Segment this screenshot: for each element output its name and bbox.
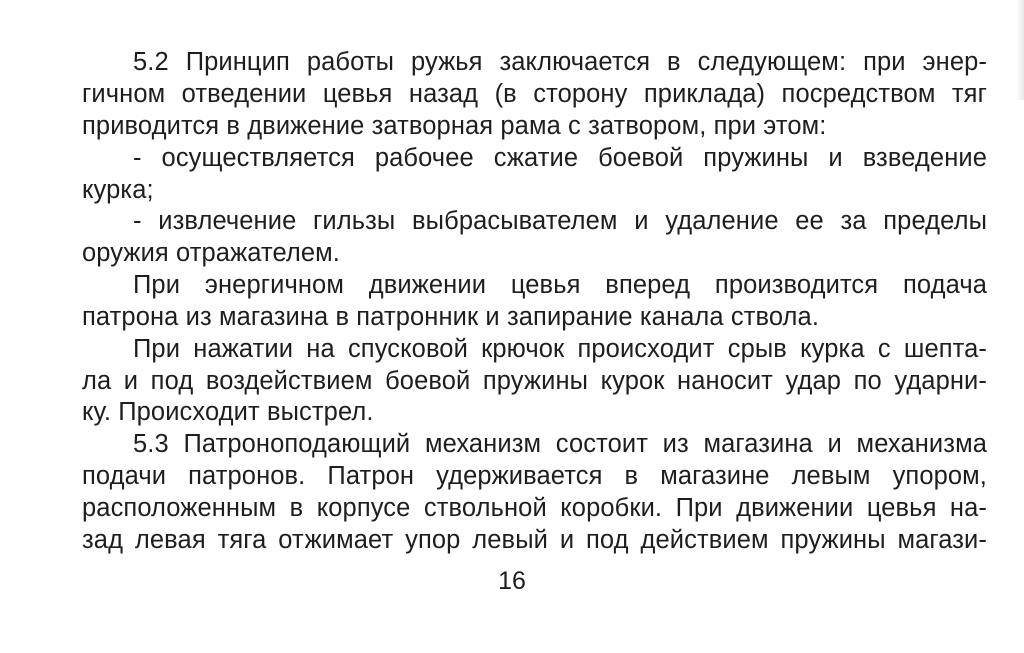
text-line: подачи патронов. Патрон удерживается в магазине левым упором, [82, 462, 987, 490]
scan-edge-shadow [1016, 0, 1024, 100]
text-line: 5.3 Патроноподающий механизм состоит из магазина и механизма [133, 430, 987, 458]
text-line: ку. Происходит выстрел. [82, 398, 374, 426]
text-line: При нажатии на спусковой крючок происходит срыв курка с шепта- [133, 335, 987, 363]
text-line: оружия отражателем. [82, 239, 340, 267]
text-line: расположенным в корпусе ствольной коробки. При движении цевья на- [82, 494, 987, 522]
text-line: гичном отведении цевья назад (в сторону приклада) посредством тяг [82, 80, 987, 108]
page-number: 16 [498, 567, 526, 595]
text-line: - осуществляется рабочее сжатие боевой пружины и взведение [133, 144, 987, 172]
text-line: - извлечение гильзы выбрасывателем и удаление ее за пределы [133, 207, 987, 235]
text-line: курка; [82, 176, 154, 204]
text-line: зад левая тяга отжимает упор левый и под действием пружины магази- [82, 526, 987, 554]
text-line: патрона из магазина в патронник и запирание канала ствола. [82, 303, 820, 331]
text-line: ла и под воздействием боевой пружины курок наносит удар по ударни- [82, 367, 987, 395]
text-line: При энергичном движении цевья вперед производится подача [133, 271, 987, 299]
text-line: приводится в движение затворная рама с затвором, при этом: [82, 112, 827, 140]
text-line: 5.2 Принцип работы ружья заключается в следующем: при энер- [133, 48, 987, 76]
